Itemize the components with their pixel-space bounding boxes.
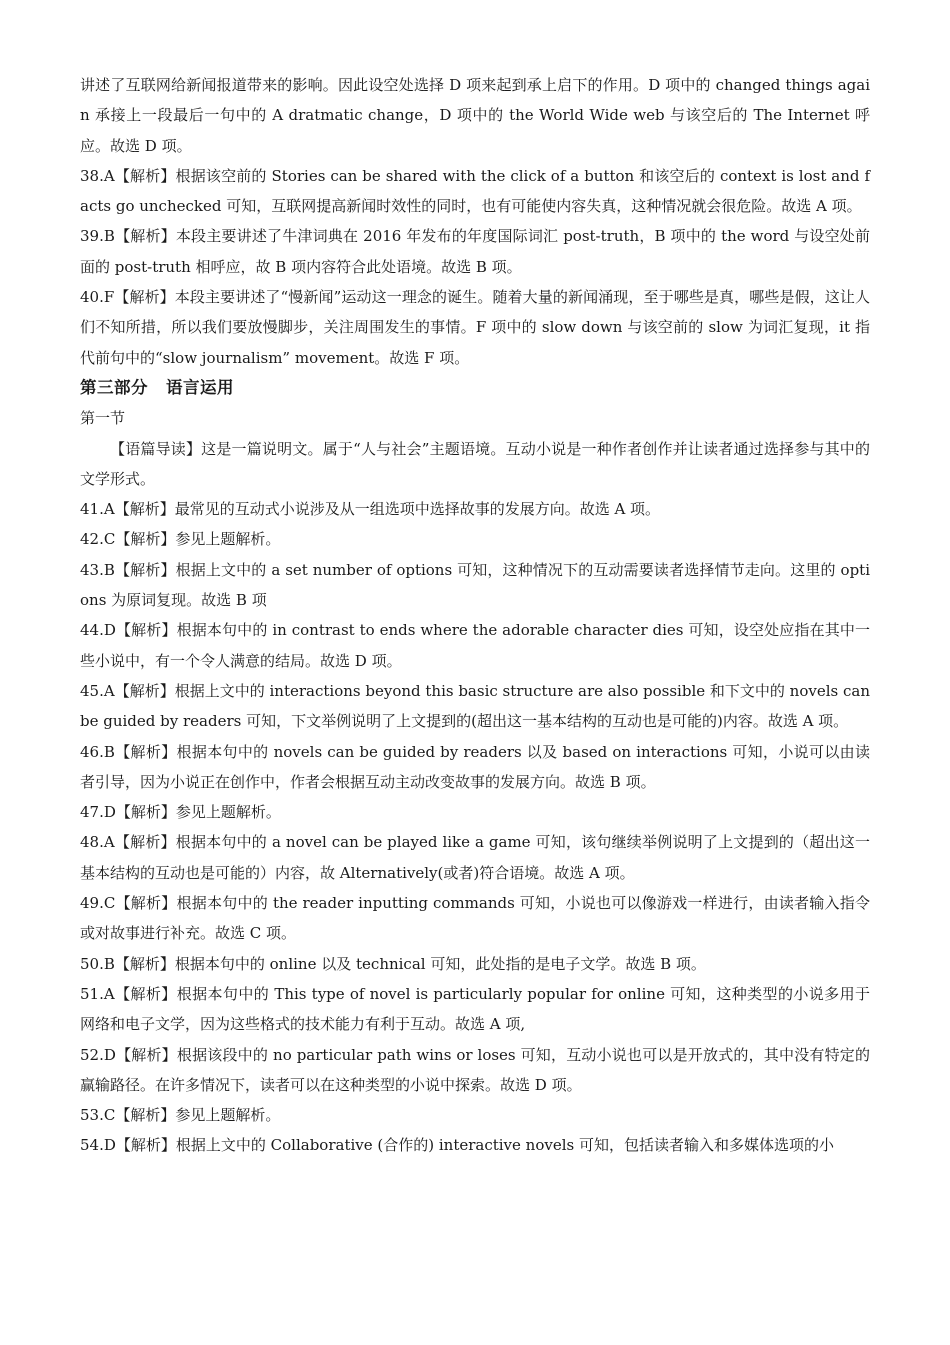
section-subheading: 第一节	[80, 409, 126, 428]
document-page	[80, 70, 870, 1161]
section-title: 语言运用	[166, 377, 234, 397]
answer-42: 42.C【解析】参见上题解析。	[80, 530, 281, 549]
answer-47: 47.D【解析】参见上题解析。	[80, 803, 281, 822]
reading-guide: 【语篇导读】这是一篇说明文。属于“人与社会”主题语境。互动小说是一种作者创作并让读者通过选择参与其中的文学形式。	[80, 439, 870, 488]
answer-38: 38.A【解析】根据该空前的 Stories can be shared with the click of a button 和该空后的 context is lost and facts go unchecked 可知，互联网提高新闻时效性的同时，也有可能使内容失真，这种情况就会很危险。故选 A 项。	[80, 166, 870, 216]
answer-52: 52.D【解析】根据该段中的 no particular path wins or loses 可知，互动小说也可以是开放式的，其中没有特定的赢输路径。在许多情况下，读者可以在这种类型的小说中探索。故选 D 项。	[80, 1045, 870, 1094]
answer-40: 40.F【解析】本段主要讲述了“慢新闻”运动这一理念的诞生。随着大量的新闻涌现，至于哪些是真，哪些是假，这让人们不知所措，所以我们要放慢脚步，关注周围发生的事情。F 项中的 slow down 与该空前的 slow 为词汇复现，it 指代前句中的“slow journalism” movement。故选 F 项。	[80, 288, 870, 367]
answer-43: 43.B【解析】根据上文中的 a set number of options 可知，这种情况下的互动需要读者选择情节走向。这里的 options 为原词复现。故选 B 项	[80, 560, 870, 610]
answer-39: 39.B【解析】本段主要讲述了牛津词典在 2016 年发布的年度国际词汇 post-truth，B 项中的 the word 与设空处前面的 post-truth 相呼应，故 B 项内容符合此处语境。故选 B 项。	[80, 227, 870, 276]
answer-44: 44.D【解析】根据本句中的 in contrast to ends where the adorable character dies 可知，设空处应指在其中一些小说中，有一个令人满意的结局。故选 D 项。	[80, 621, 870, 670]
answer-50: 50.B【解析】根据本句中的 online 以及 technical 可知，此处指的是电子文学。故选 B 项。	[80, 954, 706, 973]
answer-48: 48.A【解析】根据本句中的 a novel can be played like a game 可知，该句继续举例说明了上文提到的（超出这一基本结构的互动也是可能的）内容，故 Alternatively(或者)符合语境。故选 A 项。	[80, 833, 870, 882]
section-heading	[80, 373, 870, 403]
section-part: 第三部分	[80, 377, 148, 397]
answer-53: 53.C【解析】参见上题解析。	[80, 1106, 281, 1125]
answer-49: 49.C【解析】根据本句中的 the reader inputting commands 可知，小说也可以像游戏一样进行，由读者输入指令或对故事进行补充。故选 C 项。	[80, 894, 870, 943]
answer-51: 51.A【解析】根据本句中的 This type of novel is particularly popular for online 可知，这种类型的小说多用于网络和电子文学，因为这些格式的技术能力有利于互动。故选 A 项,	[80, 984, 870, 1034]
paragraph-continuation: 讲述了互联网给新闻报道带来的影响。因此设空处选择 D 项来起到承上启下的作用。D 项中的 changed things again 承接上一段最后一句中的 A dratmatic change，D 项中的 the World Wide web 与该空后的 The Internet 呼应。故选 D 项。	[80, 76, 870, 155]
answer-54: 54.D【解析】根据上文中的 Collaborative (合作的) interactive novels 可知，包括读者输入和多媒体选项的小	[80, 1136, 834, 1155]
answer-41: 41.A【解析】最常见的互动式小说涉及从一组选项中选择故事的发展方向。故选 A 项。	[80, 500, 661, 519]
answer-46: 46.B【解析】根据本句中的 novels can be guided by readers 以及 based on interactions 可知，小说可以由读者引导，因为小说正在创作中，作者会根据互动主动改变故事的发展方向。故选 B 项。	[80, 742, 870, 791]
answer-45: 45.A【解析】根据上文中的 interactions beyond this basic structure are also possible 和下文中的 novels can be guided by readers 可知，下文举例说明了上文提到的(超出这一基本结构的互动也是可能的)内容。故选 A 项。	[80, 681, 870, 731]
